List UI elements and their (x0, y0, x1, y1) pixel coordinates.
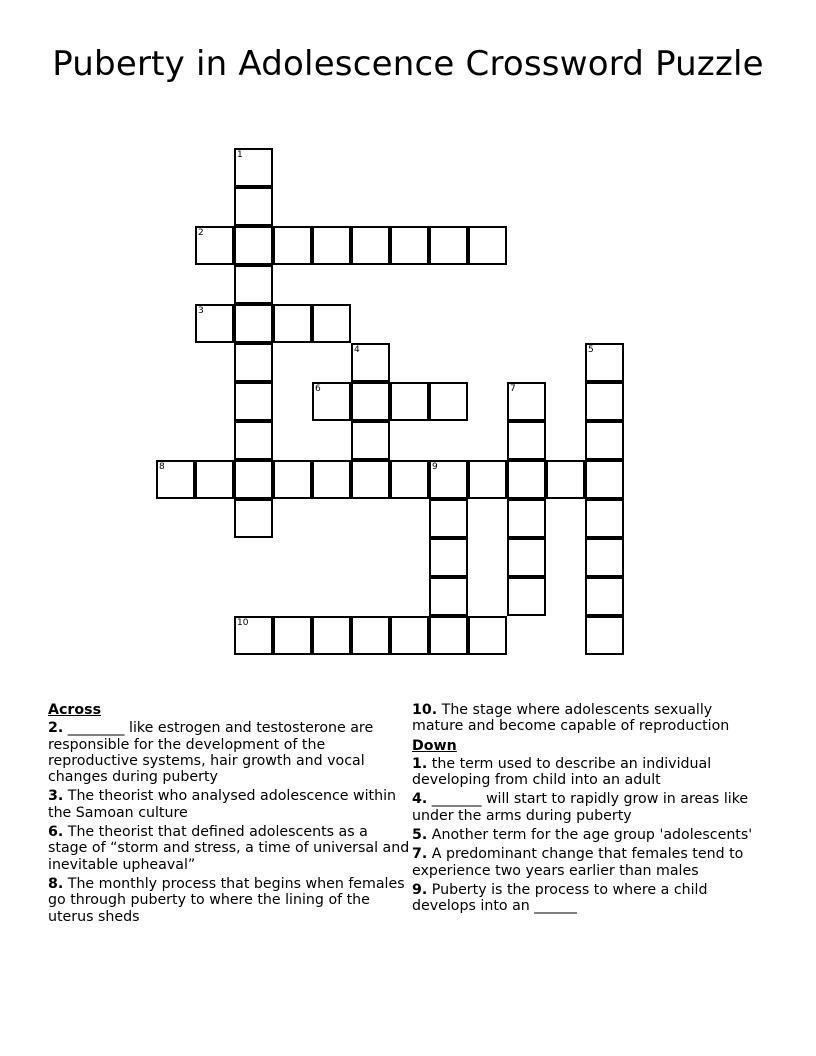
clue-across-8 (48, 876, 410, 925)
crossword-cell[interactable] (546, 460, 585, 499)
crossword-cell[interactable] (234, 265, 273, 304)
page-title: Puberty in Adolescence Crossword Puzzle (52, 44, 764, 84)
crossword-cell[interactable] (234, 343, 273, 382)
clue-text: the term used to describe an individual developing from child into an adult (412, 755, 712, 789)
crossword-cell[interactable] (234, 499, 273, 538)
crossword-cell[interactable] (429, 382, 468, 421)
clue-down-4 (412, 791, 762, 824)
clue-across-10 (412, 702, 762, 735)
crossword-cell[interactable] (429, 538, 468, 577)
clue-number-label: 2 (198, 228, 204, 238)
clue-text: The monthly process that begins when females go through puberty to where the lining of the uterus sheds (48, 875, 405, 925)
clue-down-1 (412, 756, 762, 789)
crossword-cell[interactable] (195, 226, 234, 265)
crossword-cell[interactable] (585, 382, 624, 421)
crossword-cell[interactable] (585, 538, 624, 577)
crossword-cell[interactable] (234, 382, 273, 421)
crossword-cell[interactable] (390, 226, 429, 265)
crossword-cell[interactable] (273, 616, 312, 655)
crossword-cell[interactable] (429, 577, 468, 616)
crossword-cell[interactable] (429, 460, 468, 499)
crossword-cell[interactable] (273, 304, 312, 343)
clue-number-label: 10 (237, 618, 249, 628)
crossword-cell[interactable] (585, 343, 624, 382)
clue-number-label: 4 (354, 345, 360, 355)
crossword-cell[interactable] (585, 460, 624, 499)
crossword-cell[interactable] (429, 226, 468, 265)
crossword-cell[interactable] (507, 460, 546, 499)
clue-text: ________ like estrogen and testosterone are responsible for the development of the reproductive systems, hair growth and vocal changes during puberty (48, 720, 374, 786)
clue-number: 2. (48, 720, 64, 737)
clue-number: 3. (48, 788, 64, 805)
crossword-cell[interactable] (390, 616, 429, 655)
clue-down-5 (412, 827, 762, 843)
crossword-cell[interactable] (507, 538, 546, 577)
crossword-cell[interactable] (234, 148, 273, 187)
crossword-cell[interactable] (234, 460, 273, 499)
crossword-cell[interactable] (195, 304, 234, 343)
clue-number-label: 7 (510, 384, 516, 394)
crossword-cell[interactable] (273, 460, 312, 499)
crossword-cell[interactable] (312, 616, 351, 655)
crossword-cell[interactable] (234, 616, 273, 655)
crossword-cell[interactable] (351, 421, 390, 460)
clue-text: A predominant change that females tend to experience two years earlier than males (412, 846, 744, 879)
clue-text: Another term for the age group 'adolescents' (427, 827, 753, 844)
crossword-cell[interactable] (273, 226, 312, 265)
clue-number-label: 8 (159, 462, 165, 472)
crossword-cell[interactable] (312, 382, 351, 421)
clue-text: The theorist who analysed adolescence within the Samoan culture (48, 788, 397, 821)
crossword-cell[interactable] (585, 577, 624, 616)
clue-number-label: 3 (198, 306, 204, 316)
crossword-cell[interactable] (234, 187, 273, 226)
clue-number: 1. (412, 755, 428, 772)
crossword-cell[interactable] (195, 460, 234, 499)
crossword-cell[interactable] (585, 616, 624, 655)
clue-text: The theorist that defined adolescents as a stage of “storm and stress, a time of universal and inevitable upheaval” (48, 824, 410, 873)
crossword-cell[interactable] (351, 460, 390, 499)
crossword-cell[interactable] (429, 616, 468, 655)
crossword-cell[interactable] (351, 226, 390, 265)
clue-number: 5. (412, 827, 428, 844)
crossword-cell[interactable] (390, 460, 429, 499)
crossword-cell[interactable] (468, 616, 507, 655)
crossword-cell[interactable] (429, 499, 468, 538)
clue-number: 8. (48, 875, 64, 892)
clue-number-label: 1 (237, 150, 243, 160)
crossword-cell[interactable] (351, 616, 390, 655)
across-heading: Across (48, 702, 102, 718)
clue-text: _______ will start to rapidly grow in areas like under the arms during puberty (412, 791, 749, 824)
crossword-cell[interactable] (585, 421, 624, 460)
crossword-cell[interactable] (351, 382, 390, 421)
crossword-cell[interactable] (507, 421, 546, 460)
clue-text: The stage where adolescents sexually mature and become capable of reproduction (412, 702, 730, 735)
crossword-cell[interactable] (312, 304, 351, 343)
crossword-cell[interactable] (234, 226, 273, 265)
crossword-cell[interactable] (234, 421, 273, 460)
clue-number: 10. (412, 702, 438, 718)
crossword-cell[interactable] (312, 460, 351, 499)
clue-number: 9. (412, 881, 428, 898)
crossword-cell[interactable] (390, 382, 429, 421)
crossword-cell[interactable] (585, 499, 624, 538)
clues-left-column (48, 702, 410, 928)
down-heading: Down (412, 737, 457, 754)
clue-text: Puberty is the process to where a child develops into an ______ (412, 881, 708, 915)
crossword-cell[interactable] (351, 343, 390, 382)
clues-right-column (412, 702, 762, 918)
clue-number: 7. (412, 846, 428, 863)
clue-across-6 (48, 824, 410, 873)
crossword-cell[interactable] (468, 226, 507, 265)
clue-number-label: 5 (588, 345, 594, 355)
clue-number: 6. (48, 824, 64, 841)
clue-down-9 (412, 882, 762, 915)
crossword-cell[interactable] (234, 304, 273, 343)
crossword-cell[interactable] (468, 460, 507, 499)
clue-number-label: 9 (432, 462, 438, 472)
clue-across-3 (48, 788, 410, 821)
clue-number: 4. (412, 791, 428, 808)
clue-number-label: 6 (315, 384, 321, 394)
clue-across-2 (48, 720, 410, 785)
crossword-cell[interactable] (507, 499, 546, 538)
crossword-cell[interactable] (507, 577, 546, 616)
crossword-cell[interactable] (156, 460, 195, 499)
crossword-cell[interactable] (507, 382, 546, 421)
crossword-cell[interactable] (312, 226, 351, 265)
clue-down-7 (412, 846, 762, 879)
